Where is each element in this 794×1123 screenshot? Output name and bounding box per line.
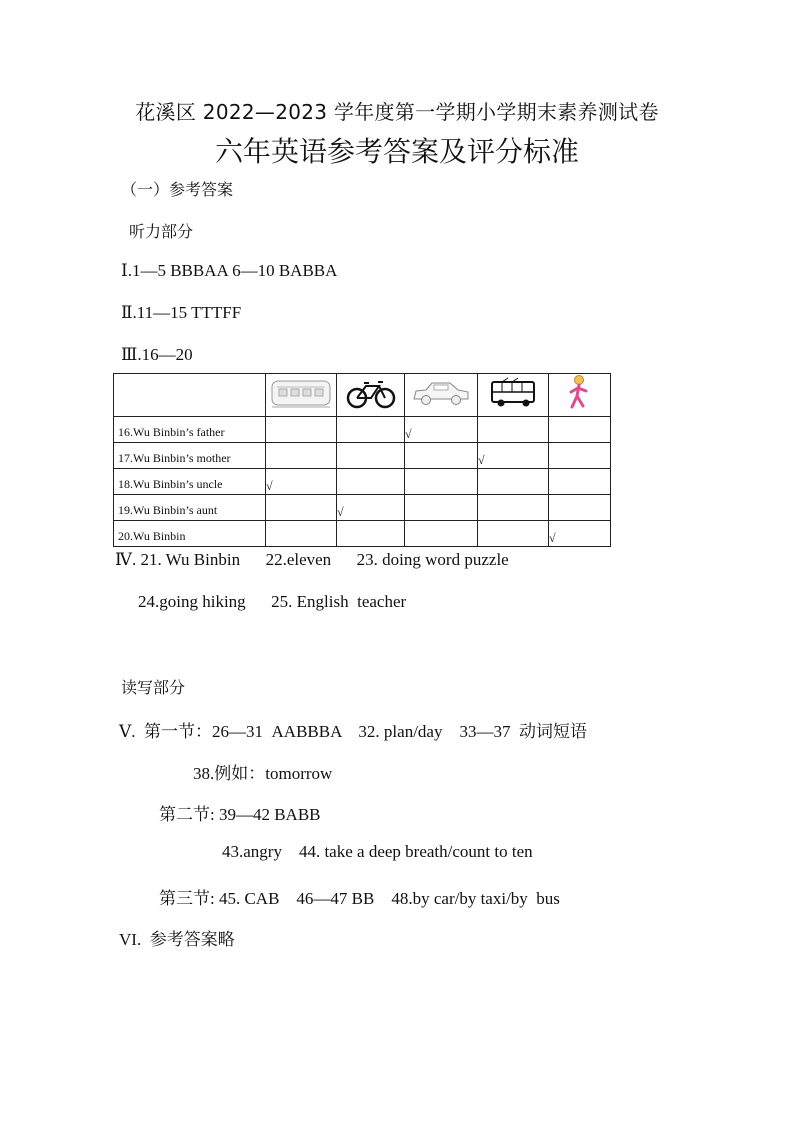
tick-cell: [478, 521, 549, 547]
table-row: [114, 443, 611, 469]
answer-line-4b: 24.going hiking 25. English teacher: [138, 592, 407, 611]
answer-line-5b: 38.例如：tomorrow: [193, 764, 333, 783]
answer-line-5d: 43.angry 44. take a deep breath/count to ten: [222, 842, 533, 861]
header-empty-cell: [114, 374, 266, 417]
tick-cell: [549, 469, 611, 495]
tick-cell: √: [266, 469, 337, 495]
tick-cell: [549, 417, 611, 443]
reading-writing-heading: 读写部分: [121, 678, 186, 697]
tick-cell: [405, 521, 478, 547]
table-row: [114, 469, 611, 495]
reference-answers-heading: （一）参考答案: [121, 180, 234, 199]
tick-cell: [478, 417, 549, 443]
tick-cell: [337, 469, 405, 495]
tick-cell: √: [337, 495, 405, 521]
table-row: [114, 417, 611, 443]
table-row: [114, 495, 611, 521]
tick-cell: √: [549, 521, 611, 547]
tick-cell: [405, 495, 478, 521]
bus-icon: [478, 374, 549, 417]
answer-line-4a: Ⅳ. 21. Wu Binbin 22.eleven 23. doing word puzzle: [115, 550, 509, 569]
tick-cell: [405, 443, 478, 469]
car-icon: [405, 374, 478, 417]
answer-line-5c: 第二节: 39—42 BABB: [159, 805, 321, 824]
row-label: 20.Wu Binbin: [114, 521, 266, 547]
table-header-row: [114, 374, 611, 417]
tick-cell: [478, 469, 549, 495]
tick-cell: [337, 443, 405, 469]
tick-cell: [337, 417, 405, 443]
answer-key-title: 六年英语参考答案及评分标准: [214, 135, 579, 168]
row-label: 17.Wu Binbin’s mother: [114, 443, 266, 469]
tick-cell: [337, 521, 405, 547]
tick-cell: [266, 521, 337, 547]
row-label: 18.Wu Binbin’s uncle: [114, 469, 266, 495]
tick-cell: [266, 443, 337, 469]
table-row: [114, 521, 611, 547]
answer-line-5e: 第三节: 45. CAB 46—47 BB 48.by car/by taxi/by bus: [159, 889, 560, 908]
walking-person-icon: [549, 374, 611, 417]
tick-cell: √: [478, 443, 549, 469]
tick-cell: [478, 495, 549, 521]
row-label: 19.Wu Binbin’s aunt: [114, 495, 266, 521]
exam-title: 花溪区 2022—2023 学年度第一学期小学期末素养测试卷: [135, 100, 659, 124]
tick-cell: [266, 417, 337, 443]
answer-line-2: Ⅱ.11—15 TTTFF: [121, 303, 242, 322]
train-icon: [266, 374, 337, 417]
row-label: 16.Wu Binbin’s father: [114, 417, 266, 443]
answer-line-5a: Ⅴ. 第一节：26—31 AABBBA 32. plan/day 33—37 动词短语: [119, 722, 587, 741]
tick-cell: [405, 469, 478, 495]
answer-line-6: VI. 参考答案略: [119, 930, 235, 949]
tick-cell: [549, 443, 611, 469]
tick-cell: [266, 495, 337, 521]
answer-line-3: Ⅲ.16—20: [121, 345, 193, 364]
answer-table: [113, 373, 611, 547]
tick-cell: [549, 495, 611, 521]
bicycle-icon: [337, 374, 405, 417]
listening-heading: 听力部分: [129, 222, 194, 241]
answer-line-1: Ⅰ.1—5 BBBAA 6—10 BABBA: [121, 261, 338, 280]
tick-cell: √: [405, 417, 478, 443]
